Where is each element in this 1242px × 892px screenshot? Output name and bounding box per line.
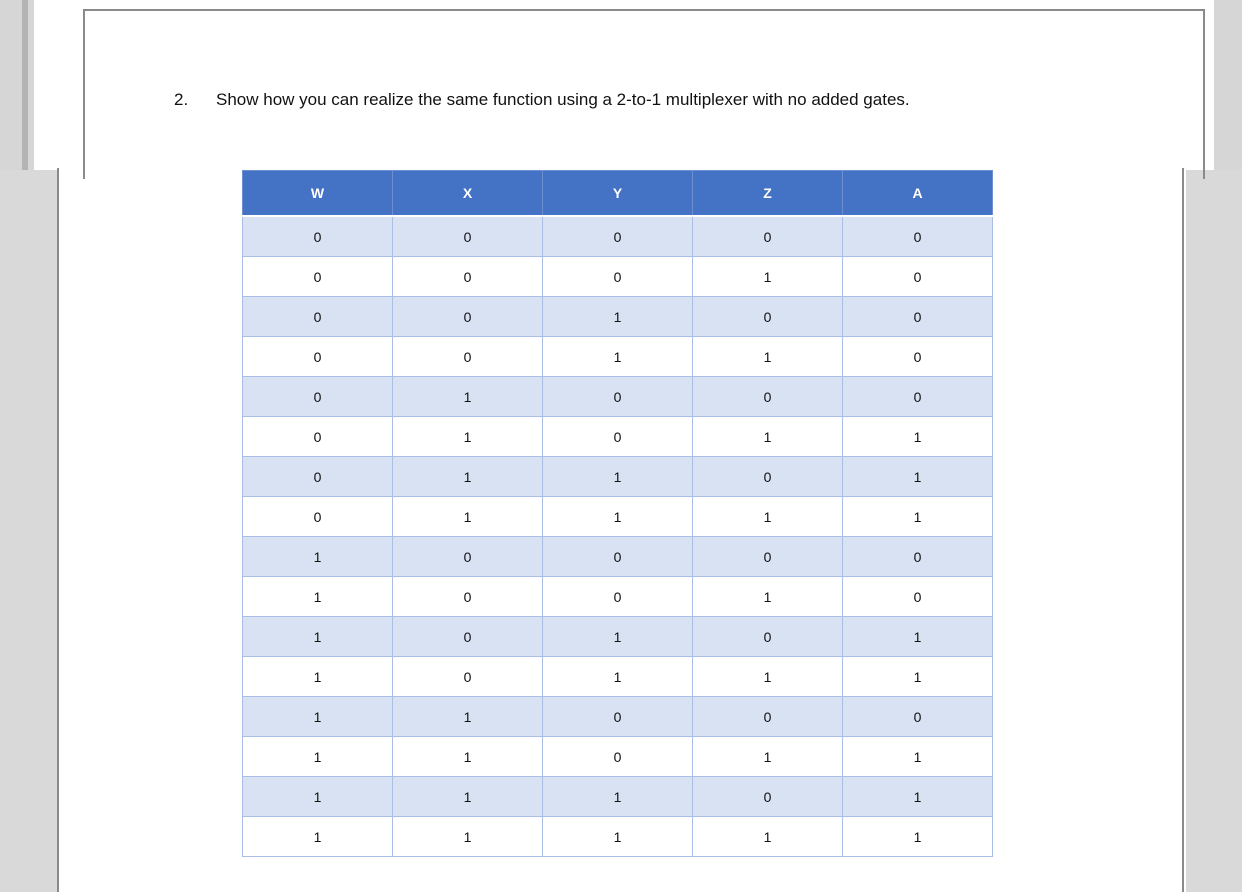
- table-cell-a: 0: [843, 216, 993, 257]
- table-cell-x: 0: [393, 297, 543, 337]
- table-cell-a: 1: [843, 657, 993, 697]
- column-header-a: A: [843, 171, 993, 217]
- table-cell-a: 0: [843, 537, 993, 577]
- table-cell-x: 1: [393, 417, 543, 457]
- column-header-z: Z: [693, 171, 843, 217]
- table-row: [243, 297, 993, 337]
- table-row: [243, 457, 993, 497]
- table-cell-z: 1: [693, 257, 843, 297]
- table-cell-y: 0: [543, 257, 693, 297]
- table-cell-y: 1: [543, 457, 693, 497]
- page-gutter-right: [1214, 0, 1242, 170]
- table-cell-x: 0: [393, 657, 543, 697]
- table-row: [243, 377, 993, 417]
- page-gutter-left: [0, 0, 34, 170]
- table-cell-w: 1: [243, 697, 393, 737]
- table-cell-x: 1: [393, 697, 543, 737]
- table-cell-a: 0: [843, 577, 993, 617]
- table-cell-z: 1: [693, 657, 843, 697]
- table-cell-z: 1: [693, 817, 843, 857]
- table-cell-w: 1: [243, 577, 393, 617]
- table-cell-w: 0: [243, 257, 393, 297]
- table-cell-w: 0: [243, 297, 393, 337]
- table-cell-y: 0: [543, 377, 693, 417]
- table-row: [243, 617, 993, 657]
- table-cell-a: 0: [843, 337, 993, 377]
- table-cell-a: 1: [843, 817, 993, 857]
- table-cell-z: 0: [693, 777, 843, 817]
- table-cell-w: 0: [243, 497, 393, 537]
- table-cell-z: 1: [693, 737, 843, 777]
- table-cell-w: 0: [243, 417, 393, 457]
- table-cell-x: 0: [393, 337, 543, 377]
- table-row: [243, 417, 993, 457]
- page-gutter-left-lower: [0, 170, 57, 892]
- table-cell-x: 0: [393, 577, 543, 617]
- table-cell-y: 1: [543, 777, 693, 817]
- table-cell-w: 0: [243, 216, 393, 257]
- truth-table-body: [243, 216, 993, 857]
- table-cell-w: 1: [243, 817, 393, 857]
- table-cell-z: 0: [693, 537, 843, 577]
- table-cell-x: 0: [393, 216, 543, 257]
- table-cell-z: 1: [693, 497, 843, 537]
- table-cell-w: 1: [243, 657, 393, 697]
- table-cell-z: 0: [693, 617, 843, 657]
- table-cell-z: 1: [693, 337, 843, 377]
- question-text: Show how you can realize the same function using a 2-to-1 multiplexer with no added gates.: [216, 90, 910, 109]
- table-cell-y: 1: [543, 817, 693, 857]
- table-cell-y: 1: [543, 297, 693, 337]
- table-cell-y: 0: [543, 216, 693, 257]
- table-row: [243, 537, 993, 577]
- table-cell-w: 1: [243, 537, 393, 577]
- page-gutter-divider: [22, 0, 28, 170]
- table-row: [243, 216, 993, 257]
- table-row: [243, 337, 993, 377]
- question-line: [174, 90, 910, 110]
- table-cell-a: 1: [843, 497, 993, 537]
- table-cell-y: 1: [543, 657, 693, 697]
- table-cell-z: 0: [693, 697, 843, 737]
- table-cell-x: 1: [393, 457, 543, 497]
- table-cell-y: 0: [543, 537, 693, 577]
- truth-table-header-row: [243, 171, 993, 217]
- table-cell-w: 1: [243, 617, 393, 657]
- table-cell-w: 1: [243, 737, 393, 777]
- table-cell-x: 1: [393, 777, 543, 817]
- table-cell-x: 1: [393, 377, 543, 417]
- table-cell-a: 0: [843, 257, 993, 297]
- table-row: [243, 577, 993, 617]
- table-cell-z: 0: [693, 216, 843, 257]
- table-cell-a: 1: [843, 777, 993, 817]
- table-cell-a: 0: [843, 377, 993, 417]
- table-row: [243, 257, 993, 297]
- table-cell-z: 0: [693, 457, 843, 497]
- table-row: [243, 657, 993, 697]
- column-header-y: Y: [543, 171, 693, 217]
- table-cell-x: 1: [393, 497, 543, 537]
- question-number: 2.: [174, 90, 189, 109]
- table-cell-x: 0: [393, 257, 543, 297]
- table-cell-x: 0: [393, 617, 543, 657]
- table-cell-a: 0: [843, 297, 993, 337]
- table-cell-y: 0: [543, 577, 693, 617]
- table-row: [243, 737, 993, 777]
- table-cell-z: 1: [693, 577, 843, 617]
- page-gutter-right-lower: [1186, 170, 1242, 892]
- table-cell-y: 1: [543, 497, 693, 537]
- table-cell-x: 0: [393, 537, 543, 577]
- table-cell-x: 1: [393, 817, 543, 857]
- table-cell-y: 0: [543, 697, 693, 737]
- table-row: [243, 777, 993, 817]
- table-row: [243, 817, 993, 857]
- table-row: [243, 697, 993, 737]
- column-header-w: W: [243, 171, 393, 217]
- table-cell-a: 1: [843, 617, 993, 657]
- table-cell-z: 0: [693, 297, 843, 337]
- table-row: [243, 497, 993, 537]
- table-cell-x: 1: [393, 737, 543, 777]
- table-cell-y: 0: [543, 417, 693, 457]
- table-cell-a: 1: [843, 737, 993, 777]
- column-header-x: X: [393, 171, 543, 217]
- table-cell-w: 0: [243, 377, 393, 417]
- table-cell-y: 1: [543, 337, 693, 377]
- table-cell-w: 1: [243, 777, 393, 817]
- table-cell-a: 1: [843, 457, 993, 497]
- table-cell-y: 1: [543, 617, 693, 657]
- table-cell-w: 0: [243, 457, 393, 497]
- table-cell-a: 0: [843, 697, 993, 737]
- table-cell-w: 0: [243, 337, 393, 377]
- table-cell-z: 0: [693, 377, 843, 417]
- table-cell-y: 0: [543, 737, 693, 777]
- truth-table: [242, 170, 993, 857]
- table-cell-z: 1: [693, 417, 843, 457]
- table-cell-a: 1: [843, 417, 993, 457]
